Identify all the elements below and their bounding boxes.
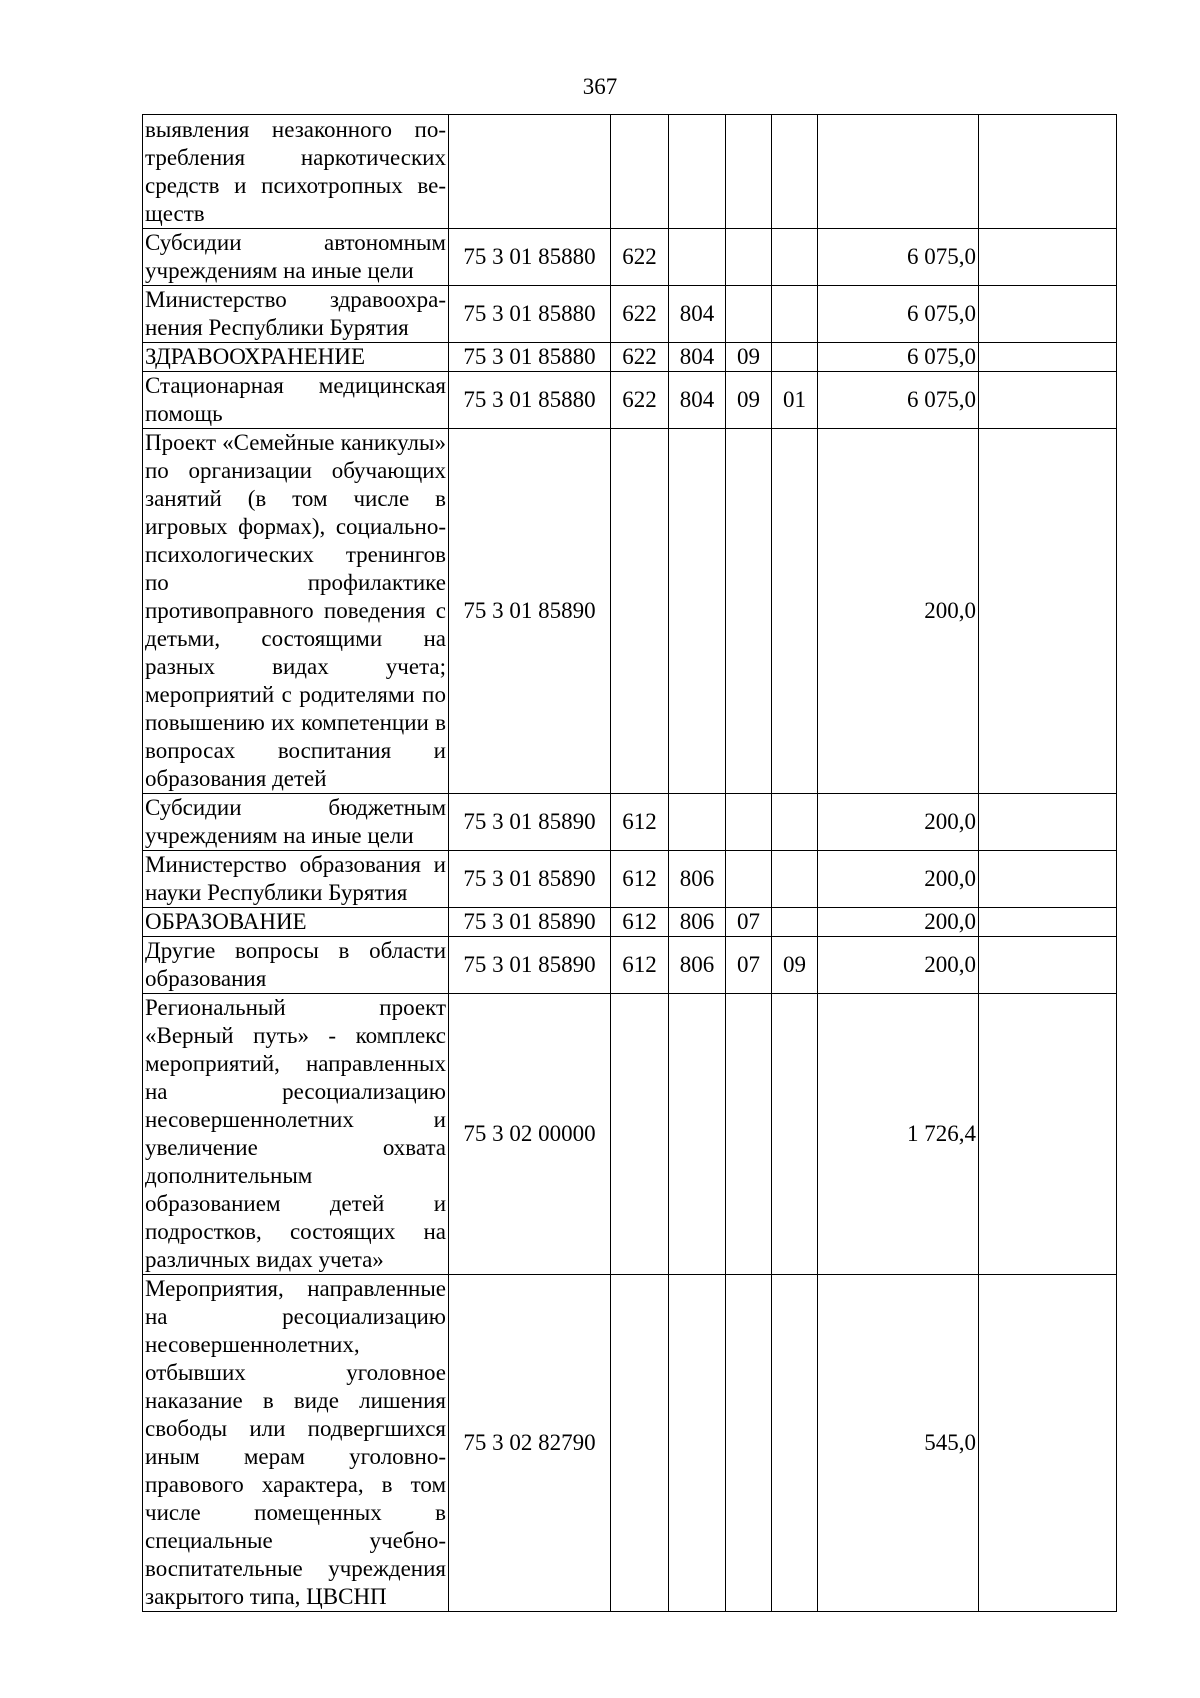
row-name: Субсидии автономным учреждениям на иные цели	[143, 229, 449, 286]
table-row	[143, 372, 1117, 429]
extra-column	[979, 115, 1117, 229]
expense-type-code: 622	[611, 343, 669, 372]
section-code: 07	[726, 937, 772, 994]
section-code: 09	[726, 343, 772, 372]
row-name: ЗДРАВООХРАНЕНИЕ	[143, 343, 449, 372]
target-article-code: 75 3 01 85890	[449, 429, 611, 794]
section-code: 09	[726, 372, 772, 429]
ministry-code	[669, 1275, 726, 1612]
table-row	[143, 286, 1117, 343]
page-number: 367	[582, 74, 618, 99]
target-article-code: 75 3 01 85890	[449, 794, 611, 851]
amount: 6 075,0	[818, 372, 979, 429]
target-article-code: 75 3 01 85880	[449, 229, 611, 286]
section-code	[726, 994, 772, 1275]
target-article-code	[449, 115, 611, 229]
amount: 6 075,0	[818, 229, 979, 286]
expense-type-code: 612	[611, 794, 669, 851]
expense-type-code: 612	[611, 937, 669, 994]
table-row	[143, 343, 1117, 372]
row-name: Проект «Семейные каникулы» по организации обучающих занятий (в том числе в игровых формах), социально-психологических тренингов по профилактике противоправного поведения с детьми, состоящими на разных видах учета; мероприятий с родителями по повышению их компетенции в вопросах воспитания и образования детей	[143, 429, 449, 794]
expense-type-code: 622	[611, 229, 669, 286]
expense-type-code: 622	[611, 372, 669, 429]
amount: 6 075,0	[818, 286, 979, 343]
table-row	[143, 908, 1117, 937]
subsection-code	[772, 286, 818, 343]
subsection-code	[772, 115, 818, 229]
ministry-code: 806	[669, 937, 726, 994]
section-code	[726, 229, 772, 286]
extra-column	[979, 794, 1117, 851]
target-article-code: 75 3 01 85880	[449, 286, 611, 343]
extra-column	[979, 343, 1117, 372]
ministry-code: 804	[669, 343, 726, 372]
amount: 1 726,4	[818, 994, 979, 1275]
subsection-code	[772, 994, 818, 1275]
subsection-code	[772, 343, 818, 372]
row-name: Министерство здравоохра-нения Республики Бурятия	[143, 286, 449, 343]
ministry-code: 804	[669, 286, 726, 343]
target-article-code: 75 3 01 85890	[449, 908, 611, 937]
ministry-code	[669, 429, 726, 794]
extra-column	[979, 229, 1117, 286]
row-name: ОБРАЗОВАНИЕ	[143, 908, 449, 937]
target-article-code: 75 3 01 85880	[449, 372, 611, 429]
subsection-code	[772, 851, 818, 908]
extra-column	[979, 937, 1117, 994]
table-row	[143, 115, 1117, 229]
row-name: Мероприятия, направленные на ресоциализацию несовершеннолетних, отбывших уголовное наказание в виде лишения свободы или подвергшихся иным мерам уголовно-правового характера, в том числе помещенных в специальные учебно-воспитательные учреждения закрытого типа, ЦВСНП	[143, 1275, 449, 1612]
extra-column	[979, 908, 1117, 937]
table-row	[143, 1275, 1117, 1612]
subsection-code	[772, 229, 818, 286]
ministry-code	[669, 229, 726, 286]
extra-column	[979, 286, 1117, 343]
ministry-code: 804	[669, 372, 726, 429]
row-name: Другие вопросы в области образования	[143, 937, 449, 994]
amount: 200,0	[818, 794, 979, 851]
table-row	[143, 937, 1117, 994]
ministry-code	[669, 994, 726, 1275]
subsection-code	[772, 429, 818, 794]
amount: 545,0	[818, 1275, 979, 1612]
table-row	[143, 851, 1117, 908]
amount: 200,0	[818, 851, 979, 908]
section-code	[726, 851, 772, 908]
expense-type-code	[611, 994, 669, 1275]
row-name: Субсидии бюджетным учреждениям на иные цели	[143, 794, 449, 851]
row-name: Региональный проект «Верный путь» - комплекс мероприятий, направленных на ресоциализацию несовершеннолетних и увеличение охвата дополнительным образованием детей и подростков, состоящих на различных видах учета»	[143, 994, 449, 1275]
table-row	[143, 794, 1117, 851]
ministry-code: 806	[669, 851, 726, 908]
section-code	[726, 115, 772, 229]
ministry-code	[669, 794, 726, 851]
expense-type-code: 622	[611, 286, 669, 343]
extra-column	[979, 429, 1117, 794]
section-code	[726, 794, 772, 851]
ministry-code: 806	[669, 908, 726, 937]
extra-column	[979, 372, 1117, 429]
amount	[818, 115, 979, 229]
amount: 200,0	[818, 429, 979, 794]
subsection-code: 01	[772, 372, 818, 429]
row-name: Министерство образования и науки Республики Бурятия	[143, 851, 449, 908]
extra-column	[979, 851, 1117, 908]
subsection-code: 09	[772, 937, 818, 994]
section-code	[726, 286, 772, 343]
amount: 6 075,0	[818, 343, 979, 372]
expense-type-code	[611, 1275, 669, 1612]
extra-column	[979, 1275, 1117, 1612]
row-name: выявления незаконного по-требления наркотических средств и психотропных ве-ществ	[143, 115, 449, 229]
subsection-code	[772, 794, 818, 851]
amount: 200,0	[818, 937, 979, 994]
extra-column	[979, 994, 1117, 1275]
row-name: Стационарная медицинская помощь	[143, 372, 449, 429]
expense-type-code: 612	[611, 851, 669, 908]
table-row	[143, 229, 1117, 286]
section-code: 07	[726, 908, 772, 937]
budget-table	[142, 114, 1117, 1612]
expense-type-code	[611, 429, 669, 794]
section-code	[726, 429, 772, 794]
ministry-code	[669, 115, 726, 229]
expense-type-code	[611, 115, 669, 229]
table-row	[143, 429, 1117, 794]
table-row	[143, 994, 1117, 1275]
expense-type-code: 612	[611, 908, 669, 937]
target-article-code: 75 3 01 85880	[449, 343, 611, 372]
section-code	[726, 1275, 772, 1612]
subsection-code	[772, 1275, 818, 1612]
target-article-code: 75 3 01 85890	[449, 851, 611, 908]
target-article-code: 75 3 02 00000	[449, 994, 611, 1275]
amount: 200,0	[818, 908, 979, 937]
target-article-code: 75 3 02 82790	[449, 1275, 611, 1612]
target-article-code: 75 3 01 85890	[449, 937, 611, 994]
subsection-code	[772, 908, 818, 937]
